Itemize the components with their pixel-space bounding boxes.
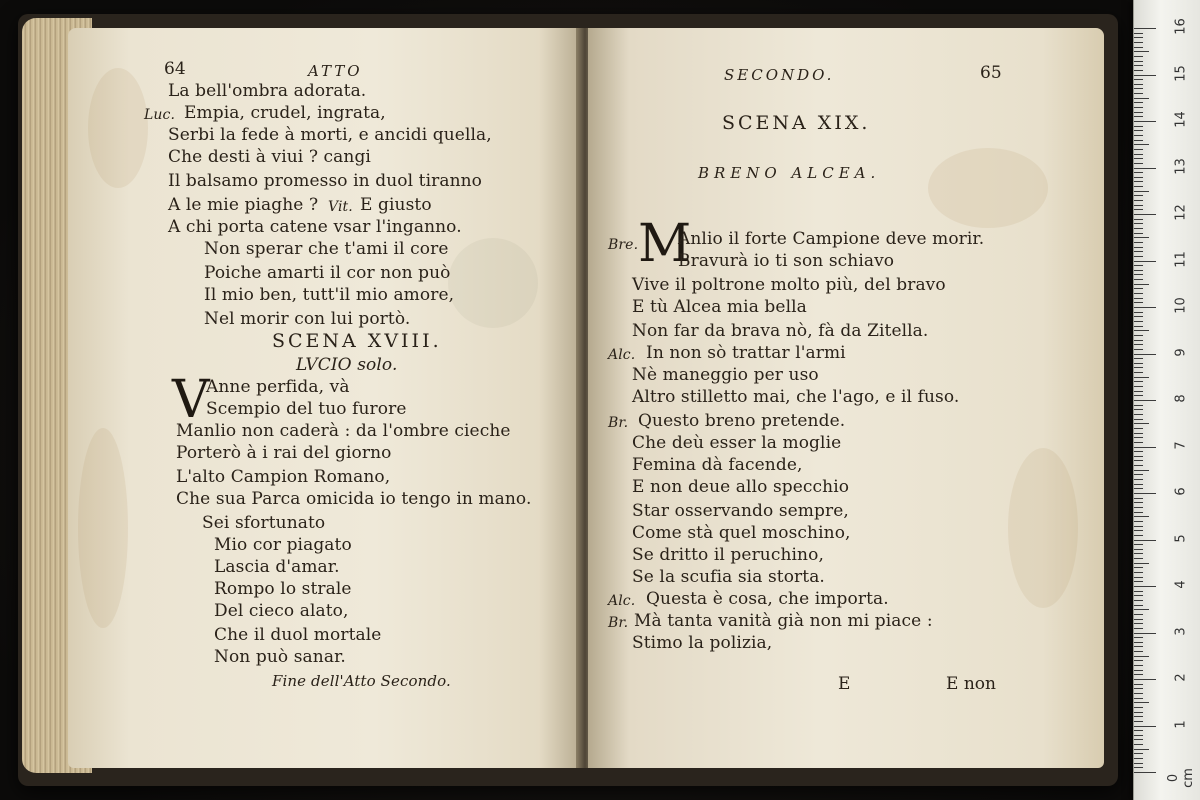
drop-cap: M: [638, 214, 692, 274]
ruler-label: 12: [1173, 204, 1189, 221]
ruler-tick: [1134, 154, 1143, 155]
ruler-tick: [1134, 749, 1149, 750]
ruler-tick: [1134, 326, 1143, 327]
ruler-tick: [1134, 470, 1149, 471]
ruler-tick: [1134, 488, 1143, 489]
ruler-tick: [1134, 279, 1143, 280]
ruler-tick: [1134, 581, 1143, 582]
ruler-tick: [1134, 386, 1143, 387]
ruler-tick: [1134, 530, 1143, 531]
ruler-tick: [1134, 293, 1143, 294]
ruler-tick: [1134, 107, 1143, 108]
ruler-tick: [1134, 772, 1156, 773]
ruler-label: 13: [1173, 157, 1189, 175]
verse-line: La bell'ombra adorata.: [168, 81, 367, 101]
ruler-tick: [1134, 688, 1143, 689]
scene-title: SCENA XVIII.: [272, 330, 442, 352]
ruler-tick: [1134, 344, 1143, 345]
ruler-tick: [1134, 209, 1143, 210]
verse-line: Anlio il forte Campione deve morir.: [678, 229, 985, 249]
ruler-tick: [1134, 428, 1143, 429]
ruler-tick: [1134, 693, 1143, 694]
ruler-tick: [1134, 442, 1143, 443]
verse-line: E giusto: [360, 195, 432, 215]
speaker-label: Vit.: [328, 199, 353, 215]
verse-line: E non deue allo specchio: [632, 477, 850, 497]
ruler-tick: [1134, 88, 1143, 89]
ruler-tick: [1134, 84, 1143, 85]
ruler-tick: [1134, 205, 1143, 206]
ruler-tick: [1134, 112, 1143, 113]
ruler-tick: [1134, 735, 1143, 736]
ruler-tick: [1134, 614, 1143, 615]
ruler-tick: [1134, 646, 1143, 647]
ruler-tick: [1134, 130, 1143, 131]
scene-characters: BRENO ALCEA.: [698, 164, 881, 182]
ruler-tick: [1134, 172, 1143, 173]
verse-line: Sei sfortunato: [202, 513, 326, 533]
ruler-tick: [1134, 628, 1143, 629]
ruler-tick: [1134, 633, 1156, 634]
speaker-label: Br.: [608, 615, 629, 631]
ruler-tick: [1134, 47, 1143, 48]
ruler-tick: [1134, 516, 1149, 517]
ruler-label: 4: [1173, 580, 1189, 589]
ruler-tick: [1134, 274, 1143, 275]
ruler-tick: [1134, 233, 1143, 234]
verse-line: Rompo lo strale: [214, 579, 352, 599]
verse-line: Star osservando sempre,: [632, 501, 849, 521]
ruler-tick: [1134, 484, 1143, 485]
ruler-label: 10: [1173, 297, 1189, 314]
ruler-tick: [1134, 567, 1143, 568]
ruler-label: 3: [1173, 626, 1189, 636]
ruler-tick: [1134, 93, 1143, 94]
ruler-tick: [1134, 400, 1156, 401]
ruler-tick: [1134, 237, 1149, 238]
ruler-tick: [1134, 744, 1143, 745]
ruler-tick: [1134, 79, 1143, 80]
ruler-tick: [1134, 414, 1143, 415]
ruler-tick: [1134, 600, 1143, 601]
ruler-tick: [1134, 37, 1143, 38]
ruler-tick: [1134, 312, 1143, 313]
verse-line: L'alto Campion Romano,: [176, 467, 391, 487]
ruler-tick: [1134, 51, 1149, 52]
ruler-tick: [1134, 33, 1143, 34]
ruler-tick: [1134, 460, 1143, 461]
verse-line: Anne perfida, và: [206, 377, 350, 397]
scene-title: SCENA XIX.: [722, 112, 871, 134]
page-number: 64: [164, 59, 186, 79]
verse-line: Manlio non caderà : da l'ombre cieche: [176, 421, 511, 441]
ruler-tick: [1134, 433, 1143, 434]
ruler-tick: [1134, 186, 1143, 187]
running-head: SECONDO.: [724, 66, 835, 84]
ruler-tick: [1134, 354, 1156, 355]
ruler-tick: [1134, 121, 1156, 122]
ruler-tick: [1134, 651, 1143, 652]
ruler-tick: [1134, 563, 1149, 564]
ruler-tick: [1134, 270, 1143, 271]
ruler-tick: [1134, 451, 1143, 452]
verse-line: A chi porta catene vsar l'inganno.: [168, 217, 462, 237]
ruler-tick: [1134, 623, 1143, 624]
verse-line: A le mie piaghe ?: [168, 195, 319, 215]
ruler-tick: [1134, 684, 1143, 685]
ruler-tick: [1134, 456, 1143, 457]
measuring-ruler: [1133, 0, 1200, 800]
verse-line: Questo breno pretende.: [638, 411, 846, 431]
right-page: [588, 28, 1104, 768]
ruler-tick: [1134, 595, 1143, 596]
ruler-tick: [1134, 298, 1143, 299]
scene-characters: LVCIO solo.: [296, 355, 398, 375]
ruler-tick: [1134, 712, 1143, 713]
ruler-tick: [1134, 553, 1143, 554]
verse-line: Porterò à i rai del giorno: [176, 443, 392, 463]
ruler-tick: [1134, 474, 1143, 475]
ruler-tick: [1134, 498, 1143, 499]
ruler-tick: [1134, 605, 1143, 606]
ruler-tick: [1134, 656, 1149, 657]
ruler-tick: [1134, 363, 1143, 364]
ruler-tick: [1134, 377, 1149, 378]
verse-line: Femina dà facende,: [632, 455, 803, 475]
ruler-tick: [1134, 149, 1143, 150]
ruler-tick: [1134, 321, 1143, 322]
speaker-label: Br.: [608, 415, 629, 431]
verse-line: In non sò trattar l'armi: [646, 343, 846, 363]
verse-line: Bravurà io ti son schiavo: [678, 251, 895, 271]
ruler-tick: [1134, 419, 1143, 420]
ruler-tick: [1134, 395, 1143, 396]
ruler-tick: [1134, 502, 1143, 503]
ruler-tick: [1134, 307, 1156, 308]
verse-line: Che il duol mortale: [214, 625, 382, 645]
verse-line: Mio cor piagato: [214, 535, 352, 555]
ruler-tick: [1134, 763, 1143, 764]
ruler-tick: [1134, 591, 1143, 592]
ruler-tick: [1134, 479, 1143, 480]
verse-line: Lascia d'amar.: [214, 557, 340, 577]
ruler-tick: [1134, 195, 1143, 196]
ruler-tick: [1134, 242, 1143, 243]
ruler-tick: [1134, 144, 1149, 145]
ruler-label: 14: [1173, 111, 1189, 128]
verse-line: Scempio del tuo furore: [206, 399, 407, 419]
end-of-act-note: Fine dell'Atto Secondo.: [272, 672, 451, 690]
ruler-tick: [1134, 358, 1143, 359]
ruler-tick: [1134, 730, 1143, 731]
ruler-tick: [1134, 265, 1143, 266]
ruler-tick: [1134, 102, 1143, 103]
verse-line: Stimo la polizia,: [632, 633, 773, 653]
ruler-tick: [1134, 163, 1143, 164]
ruler-tick: [1134, 181, 1143, 182]
verse-line: Non può sanar.: [214, 647, 346, 667]
ruler-tick: [1134, 758, 1143, 759]
verse-line: Altro stilletto mai, che l'ago, e il fuso.: [632, 387, 960, 407]
ruler-tick: [1134, 544, 1143, 545]
ruler-tick: [1134, 367, 1143, 368]
ruler-tick: [1134, 65, 1143, 66]
ruler-tick: [1134, 447, 1156, 448]
verse-line: Se dritto il peruchino,: [632, 545, 824, 565]
ruler-tick: [1134, 75, 1156, 76]
ruler-tick: [1134, 219, 1143, 220]
ruler-tick: [1134, 767, 1143, 768]
ruler-tick: [1134, 535, 1143, 536]
ruler-label: 15: [1173, 64, 1189, 82]
ruler-tick: [1134, 302, 1143, 303]
left-page: [68, 28, 580, 768]
ruler-tick: [1134, 228, 1143, 229]
ruler-tick: [1134, 177, 1143, 178]
ruler-tick: [1134, 409, 1143, 410]
ruler-tick: [1134, 637, 1143, 638]
verse-line: E tù Alcea mia bella: [632, 297, 807, 317]
ruler-tick: [1134, 316, 1143, 317]
ruler-tick: [1134, 512, 1143, 513]
ruler-tick: [1134, 158, 1143, 159]
ruler-tick: [1134, 726, 1156, 727]
ruler-tick: [1134, 698, 1143, 699]
ruler-tick: [1134, 660, 1143, 661]
ruler-tick: [1134, 56, 1143, 57]
ruler-tick: [1134, 116, 1143, 117]
ruler-tick: [1134, 642, 1143, 643]
ruler-label: 8: [1173, 394, 1189, 403]
ruler-tick: [1134, 391, 1143, 392]
ruler-tick: [1134, 200, 1143, 201]
ruler-tick: [1134, 558, 1143, 559]
ruler-tick: [1134, 340, 1143, 341]
running-head: ATTO: [308, 62, 363, 80]
verse-line: Che deù esser la moglie: [632, 433, 842, 453]
ruler-label: 0 cm: [1166, 768, 1196, 788]
ruler-tick: [1134, 577, 1143, 578]
verse-line: Non far da brava nò, fà da Zitella.: [632, 321, 929, 341]
ruler-label: 9: [1173, 347, 1189, 357]
ruler-tick: [1134, 214, 1156, 215]
verse-line: Il mio ben, tutt'il mio amore,: [204, 285, 455, 305]
ruler-tick: [1134, 381, 1143, 382]
ruler-tick: [1134, 251, 1143, 252]
ruler-tick: [1134, 247, 1143, 248]
ruler-tick: [1134, 702, 1149, 703]
ruler-tick: [1134, 665, 1143, 666]
verse-line: Mà tanta vanità già non mi piace :: [634, 611, 933, 631]
ruler-tick: [1134, 405, 1143, 406]
ruler-tick: [1134, 42, 1143, 43]
verse-line: Nè maneggio per uso: [632, 365, 819, 385]
ruler-tick: [1134, 739, 1143, 740]
ruler-tick: [1134, 721, 1143, 722]
ruler-label: 6: [1173, 487, 1189, 496]
verse-line: Poiche amarti il cor non può: [204, 263, 451, 283]
verse-line: Non sperar che t'ami il core: [204, 239, 449, 259]
ruler-tick: [1134, 126, 1143, 127]
ruler-tick: [1134, 753, 1143, 754]
verse-line: Se la scufia sia storta.: [632, 567, 825, 587]
verse-line: Questa è cosa, che importa.: [646, 589, 889, 609]
ruler-tick: [1134, 609, 1149, 610]
catchword: E non: [946, 674, 996, 694]
ruler-tick: [1134, 465, 1143, 466]
ruler-tick: [1134, 716, 1143, 717]
ruler-label: 2: [1173, 673, 1189, 682]
ruler-tick: [1134, 549, 1143, 550]
speaker-label: Bre.: [608, 237, 639, 253]
ruler-tick: [1134, 335, 1143, 336]
ruler-tick: [1134, 330, 1149, 331]
ruler-tick: [1134, 349, 1143, 350]
ruler-label: 16: [1173, 18, 1189, 35]
speaker-label: Alc.: [608, 593, 636, 609]
verse-line: Come stà quel moschino,: [632, 523, 851, 543]
ruler-tick: [1134, 493, 1156, 494]
ruler-tick: [1134, 619, 1143, 620]
ruler-tick: [1134, 423, 1149, 424]
ruler-tick: [1134, 284, 1149, 285]
ruler-tick: [1134, 28, 1156, 29]
ruler-tick: [1134, 61, 1143, 62]
ruler-label: 7: [1173, 440, 1189, 450]
ruler-tick: [1134, 707, 1143, 708]
page-number: 65: [980, 63, 1002, 83]
verse-line: Empia, crudel, ingrata,: [184, 103, 386, 123]
speaker-label: Alc.: [608, 347, 636, 363]
ruler-label: 11: [1173, 250, 1189, 268]
ruler-tick: [1134, 168, 1156, 169]
ruler-tick: [1134, 526, 1143, 527]
ruler-tick: [1134, 135, 1143, 136]
drop-cap: V: [172, 370, 210, 430]
ruler-tick: [1134, 674, 1143, 675]
ruler-tick: [1134, 572, 1143, 573]
speaker-label: Luc.: [144, 107, 176, 123]
ruler-tick: [1134, 288, 1143, 289]
ruler-tick: [1134, 507, 1143, 508]
verse-line: Del cieco alato,: [214, 601, 349, 621]
ruler-tick: [1134, 586, 1156, 587]
ruler-tick: [1134, 372, 1143, 373]
catchword: E: [838, 674, 851, 694]
verse-line: Che desti à viui ? cangi: [168, 147, 371, 167]
verse-line: Che sua Parca omicida io tengo in mano.: [176, 489, 532, 509]
ruler-tick: [1134, 670, 1143, 671]
verse-line: Nel morir con lui portò.: [204, 309, 411, 329]
ruler-tick: [1134, 521, 1143, 522]
verse-line: Serbi la fede à morti, e ancidi quella,: [168, 125, 492, 145]
ruler-tick: [1134, 98, 1149, 99]
ruler-tick: [1134, 70, 1143, 71]
ruler-tick: [1134, 437, 1143, 438]
ruler-tick: [1134, 191, 1149, 192]
ruler-tick: [1134, 679, 1156, 680]
ruler-tick: [1134, 256, 1143, 257]
ruler-tick: [1134, 261, 1156, 262]
ruler-tick: [1134, 540, 1156, 541]
ruler-label: 5: [1173, 533, 1189, 543]
ruler-tick: [1134, 223, 1143, 224]
ruler-tick: [1134, 140, 1143, 141]
ruler-label: 1: [1173, 719, 1189, 729]
verse-line: Vive il poltrone molto più, del bravo: [632, 275, 946, 295]
verse-line: Il balsamo promesso in duol tiranno: [168, 171, 482, 191]
